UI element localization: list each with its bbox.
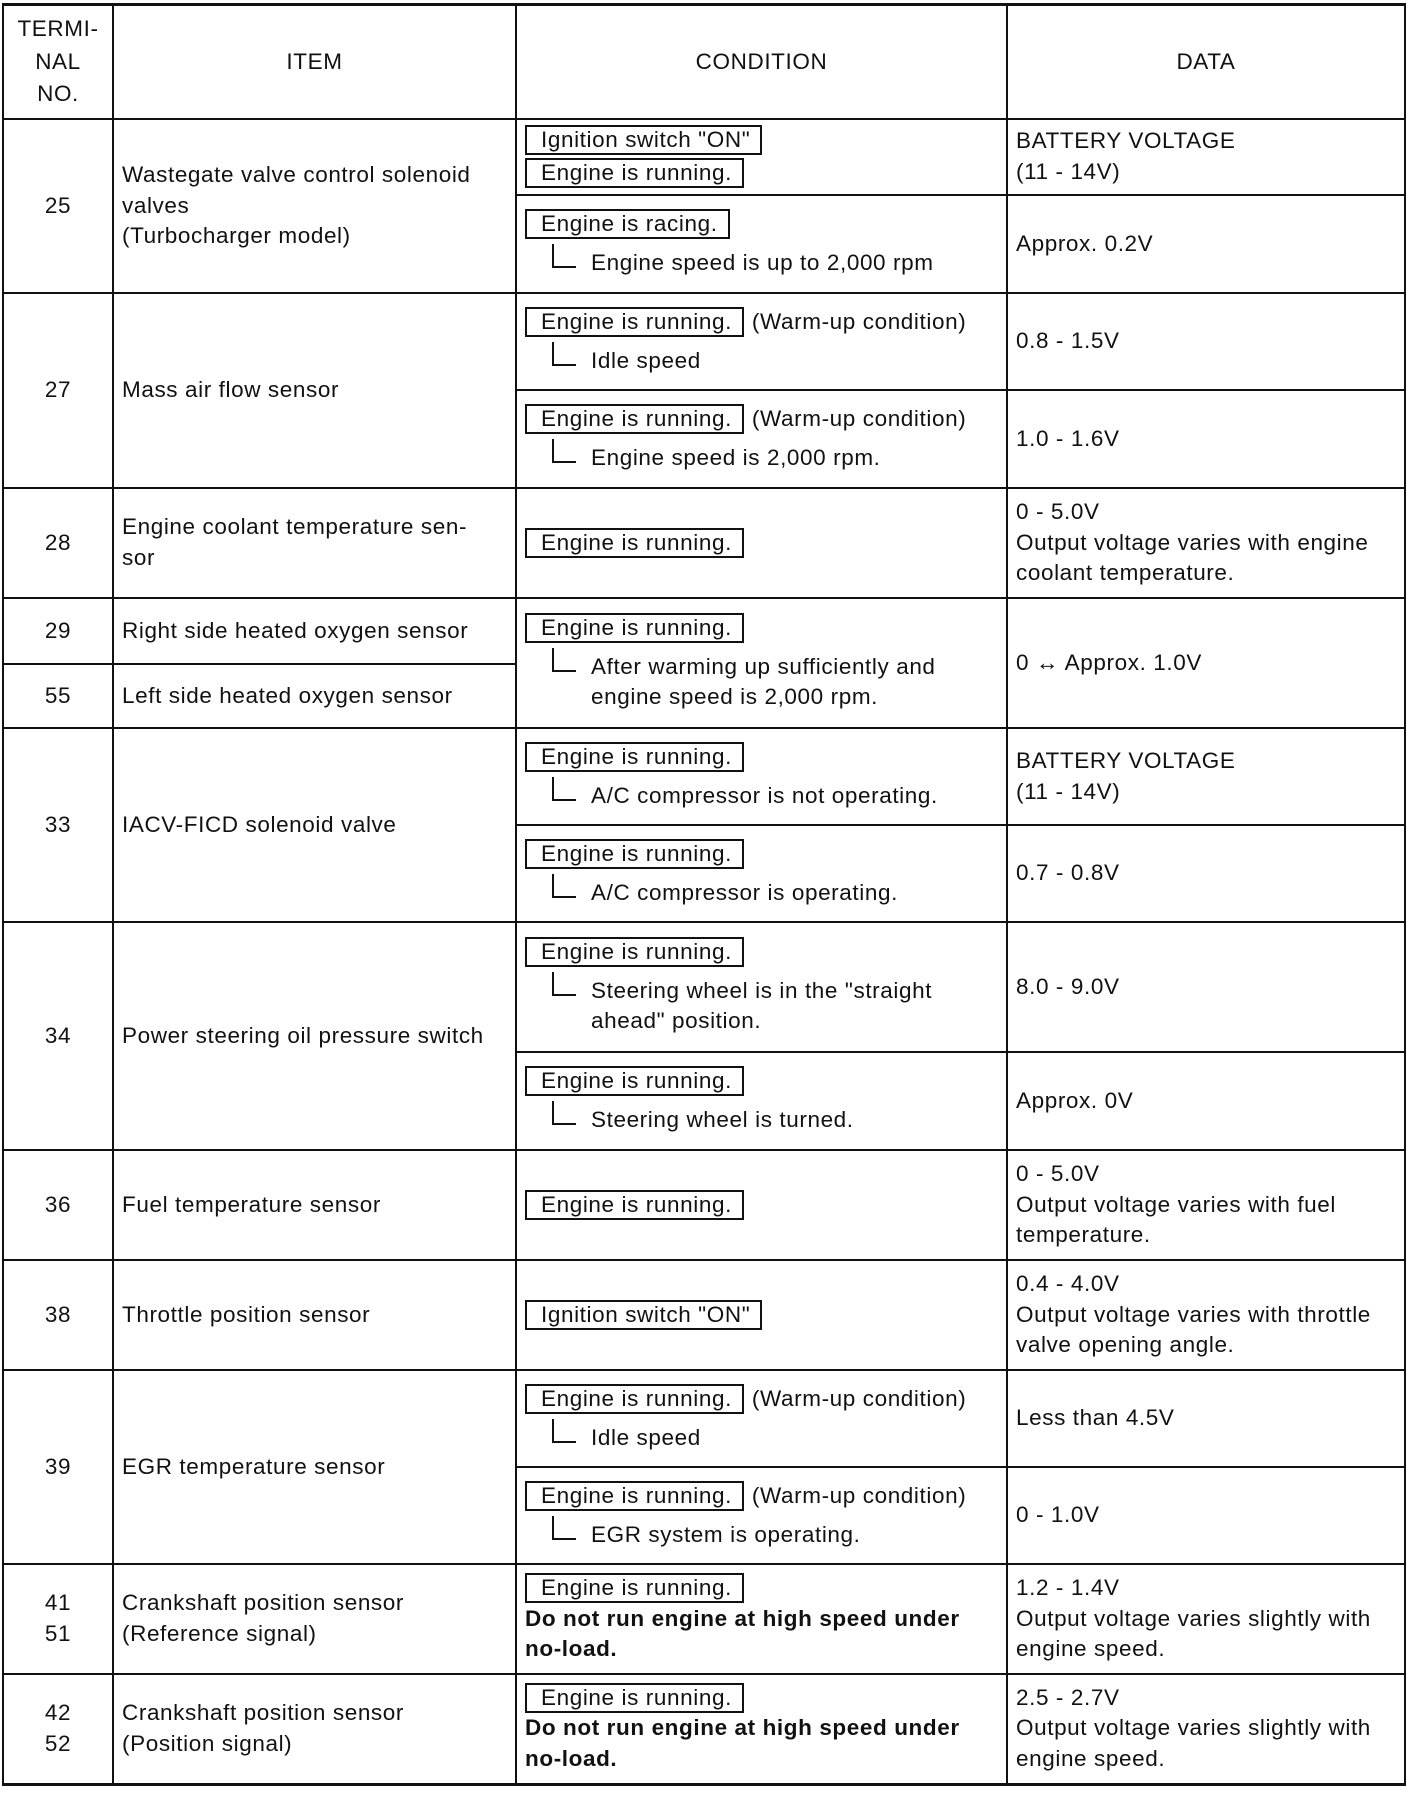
item-name: Crankshaft position sensor (Position signal) <box>113 1674 516 1784</box>
data-value: 0 ↔ Approx. 1.0V <box>1007 598 1405 728</box>
terminal-no: 34 <box>3 922 113 1150</box>
condition-cell <box>516 390 1007 488</box>
condition-box: Engine is running. <box>525 1190 744 1220</box>
data-value: BATTERY VOLTAGE (11 - 14V) <box>1007 728 1405 825</box>
data-value: 0 - 5.0V Output voltage varies with fuel temperature. <box>1007 1150 1405 1260</box>
table-row <box>3 598 1405 664</box>
warning-note: Do not run engine at high speed under no-load. <box>525 1605 960 1662</box>
data-value: 0.8 - 1.5V <box>1007 293 1405 390</box>
table-row <box>3 1370 1405 1467</box>
sub-condition: Steering wheel is in the "straight ahead" position. <box>525 976 998 1037</box>
condition-cell <box>516 1467 1007 1564</box>
condition-box: Engine is running. <box>525 1481 744 1511</box>
data-value: Approx. 0.2V <box>1007 195 1405 293</box>
condition-box: Engine is running. <box>525 742 744 772</box>
condition-cell <box>516 195 1007 293</box>
sub-condition: Engine speed is 2,000 rpm. <box>525 443 998 474</box>
condition-cell <box>516 1370 1007 1467</box>
condition-cell <box>516 293 1007 390</box>
terminal-no: 29 <box>3 598 113 664</box>
condition-cell <box>516 119 1007 195</box>
condition-cell <box>516 1260 1007 1370</box>
data-value: 8.0 - 9.0V <box>1007 922 1405 1052</box>
sub-condition: Idle speed <box>525 1423 998 1454</box>
condition-box: Engine is racing. <box>525 209 730 239</box>
terminal-no: 55 <box>3 664 113 728</box>
header-condition: CONDITION <box>516 5 1007 120</box>
condition-cell <box>516 1674 1007 1784</box>
sub-condition: A/C compressor is not operating. <box>525 781 998 812</box>
terminal-no: 33 <box>3 728 113 922</box>
condition-cell <box>516 598 1007 728</box>
table-row <box>3 1150 1405 1260</box>
warning-note: Do not run engine at high speed under no-load. <box>525 1715 960 1772</box>
data-value: 0.7 - 0.8V <box>1007 825 1405 922</box>
sub-condition: Engine speed is up to 2,000 rpm <box>525 248 998 279</box>
condition-box: Engine is running. <box>525 1683 744 1713</box>
terminal-no: 27 <box>3 293 113 488</box>
terminal-no: 28 <box>3 488 113 598</box>
condition-box: Engine is running. <box>525 937 744 967</box>
condition-cell <box>516 825 1007 922</box>
terminal-no: 39 <box>3 1370 113 1564</box>
condition-box: Engine is running. <box>525 1573 744 1603</box>
data-value: 1.2 - 1.4V Output voltage varies slightly with engine speed. <box>1007 1564 1405 1674</box>
condition-box: Engine is running. <box>525 613 744 643</box>
terminal-no: 38 <box>3 1260 113 1370</box>
item-name: Crankshaft position sensor (Reference signal) <box>113 1564 516 1674</box>
sub-condition: After warming up sufficiently and engine speed is 2,000 rpm. <box>525 652 998 713</box>
warm-up-note: (Warm-up condition) <box>751 308 967 334</box>
condition-cell <box>516 1052 1007 1150</box>
data-value: 0.4 - 4.0V Output voltage varies with throttle valve opening angle. <box>1007 1260 1405 1370</box>
sub-condition: Idle speed <box>525 346 998 377</box>
item-name: Fuel temperature sensor <box>113 1150 516 1260</box>
item-name: Mass air flow sensor <box>113 293 516 488</box>
data-value: 1.0 - 1.6V <box>1007 390 1405 488</box>
data-value: 0 - 5.0V Output voltage varies with engine coolant temperature. <box>1007 488 1405 598</box>
data-value: Approx. 0V <box>1007 1052 1405 1150</box>
table-row <box>3 728 1405 825</box>
table-row <box>3 1260 1405 1370</box>
condition-box: Ignition switch "ON" <box>525 1300 762 1330</box>
item-name: Engine coolant temperature sen- sor <box>113 488 516 598</box>
terminal-no: 41 51 <box>3 1564 113 1674</box>
table-row <box>3 488 1405 598</box>
item-name: Throttle position sensor <box>113 1260 516 1370</box>
header-terminal-no: TERMI- NAL NO. <box>3 5 113 120</box>
condition-box: Engine is running. <box>525 528 744 558</box>
header-item: ITEM <box>113 5 516 120</box>
item-name: Right side heated oxygen sensor <box>113 598 516 664</box>
sub-condition: A/C compressor is operating. <box>525 878 998 909</box>
table-header-row <box>3 5 1405 120</box>
condition-box: Engine is running. <box>525 1384 744 1414</box>
data-value: BATTERY VOLTAGE (11 - 14V) <box>1007 119 1405 195</box>
condition-cell <box>516 1564 1007 1674</box>
sub-condition: Steering wheel is turned. <box>525 1105 998 1136</box>
header-data: DATA <box>1007 5 1405 120</box>
sub-condition: EGR system is operating. <box>525 1520 998 1551</box>
item-name: Power steering oil pressure switch <box>113 922 516 1150</box>
table-row <box>3 1564 1405 1674</box>
data-value: Less than 4.5V <box>1007 1370 1405 1467</box>
condition-cell <box>516 728 1007 825</box>
item-name: IACV-FICD solenoid valve <box>113 728 516 922</box>
table-row <box>3 293 1405 390</box>
terminal-no: 42 52 <box>3 1674 113 1784</box>
condition-box: Engine is running. <box>525 307 744 337</box>
condition-box: Engine is running. <box>525 1066 744 1096</box>
warm-up-note: (Warm-up condition) <box>751 1385 967 1411</box>
table-row <box>3 119 1405 195</box>
data-value: 2.5 - 2.7V Output voltage varies slightly with engine speed. <box>1007 1674 1405 1784</box>
condition-cell <box>516 922 1007 1052</box>
condition-box: Ignition switch "ON" <box>525 125 762 155</box>
warm-up-note: (Warm-up condition) <box>751 406 967 432</box>
terminal-no: 36 <box>3 1150 113 1260</box>
condition-box: Engine is running. <box>525 404 744 434</box>
condition-box: Engine is running. <box>525 839 744 869</box>
warm-up-note: (Warm-up condition) <box>751 1482 967 1508</box>
table-row <box>3 922 1405 1052</box>
item-name: Wastegate valve control solenoid valves (Turbocharger model) <box>113 119 516 293</box>
condition-cell <box>516 1150 1007 1260</box>
terminal-data-table <box>2 3 1406 1786</box>
item-name: EGR temperature sensor <box>113 1370 516 1564</box>
item-name: Left side heated oxygen sensor <box>113 664 516 728</box>
data-value: 0 - 1.0V <box>1007 1467 1405 1564</box>
terminal-no: 25 <box>3 119 113 293</box>
condition-box: Engine is running. <box>525 158 744 188</box>
condition-cell <box>516 488 1007 598</box>
table-row <box>3 1674 1405 1784</box>
